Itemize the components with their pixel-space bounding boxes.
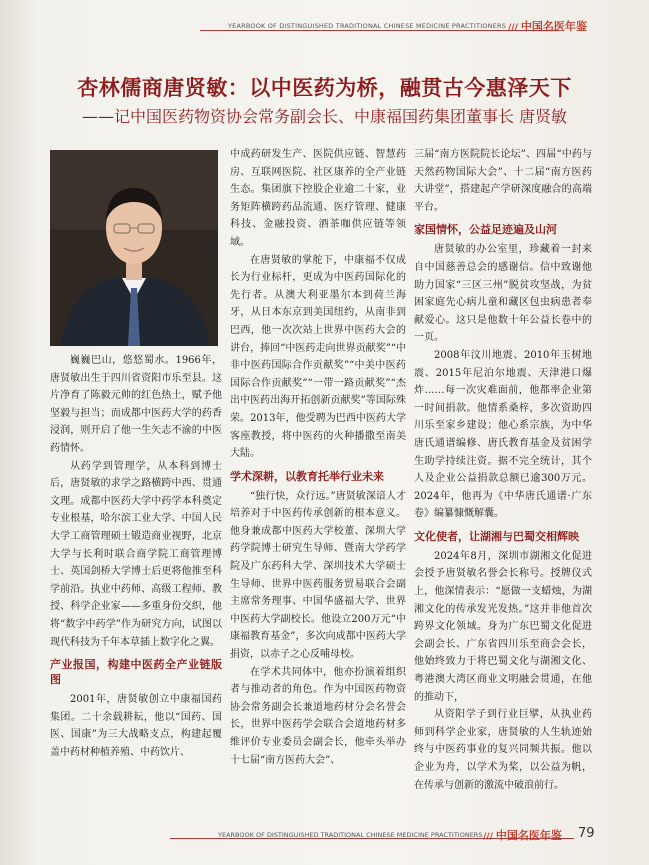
paragraph: 唐贤敏的办公室里，珍藏着一封来自中国慈善总会的感谢信。信中致谢他助力国家“三区三州”脱贫攻坚战，为贫困家庭先心病儿童和藏区包虫病患者奉献爱心。这只是他数十年公益长卷中的一页。 (414, 244, 592, 344)
page-number: 79 (578, 826, 595, 841)
paragraph: 从资阳学子到行业巨擘，从执业药师到科学企业家，唐贤敏的人生轨迹始终与中医药事业的复兴同频共振。他以企业为舟，以学术为桨，以公益为帆，在传承与创新的激流中破浪前行。 (414, 709, 592, 791)
paragraph: 在唐贤敏的掌舵下，中康福不仅成长为行业标杆，更成为中医药国际化的先行者。从澳大利亚墨尔本到荷兰海牙，从日本东京到美国纽约，从南非到巴西，他一次次站上世界中医药大会的讲台，捧回“中医药走向世界贡献奖”“中非中医药国际合作贡献奖”“中美中医药国际合作贡献奖”“一带一路贡献奖”“杰出中医药出海开拓创新贡献奖”等国际殊荣。2013年，他受聘为巴西中医药大学客座教授，将中医药的火种播撒至南美大陆。 (230, 254, 406, 460)
column-right (414, 146, 592, 794)
paragraph: 从药学到管理学，从本科到博士后，唐贤敏的求学之路横跨中西、贯通文理。成都中医药大学中药学本科奠定专业根基，哈尔滨工业大学、中国人民大学工商管理硕士锻造商业视野，北京大学与长利时联合商学院工商管理博士、英国剑桥大学博士后更将他推至科学前沿。执业中药师、高级工程师、教授、科学企业家——多重身份交织，他将“数字中药学”作为研究方向，试图以现代科技为千年本草插上数字化之翼。 (50, 460, 222, 648)
section-heading: 学术深耕，以教育托举行业未来 (230, 469, 384, 483)
page-footer (0, 826, 649, 846)
article-subtitle: ——记中国医药物资协会常务副会长、中康福国药集团董事长 唐贤敏 (81, 107, 568, 126)
paragraph: 在学术共同体中，他亦扮演着组织者与推动者的角色。作为中国医药物资协会常务副会长兼道地药材分会名誉会长，世界中医药学会联合会道地药材多维评价专业委员会副会长，他牵头举办十七届“南方医药大会”、 (230, 666, 406, 766)
paragraph: 巍巍巴山，悠悠蜀水。1966年，唐贤敏出生于四川省资阳市乐至县。这片净育了陈毅元帅的红色热土，赋予他坚毅与担当；而成都中医药大学的药香浸润，则开启了他一生矢志不渝的中医药情怀。 (50, 355, 222, 454)
column-left (50, 352, 222, 761)
paragraph: 2001年，唐贤敏创立中康福国药集团。二十余载耕耘，他以“国药、国医、国康”为三大战略支点，构建起覆盖中药材种植养殖、中药饮片、 (50, 694, 222, 758)
header-chinese-title: /// 中国名医年鉴 (508, 18, 587, 34)
footer-chinese-title: /// 中国名医年鉴 (483, 827, 562, 843)
portrait-photo (50, 150, 218, 346)
header-english-title: YEARBOOK OF DISTINGUISHED TRADITIONAL CHINESE MEDICINE PRACTITIONERS (228, 22, 507, 30)
paragraph: 2008年汶川地震、2010年玉树地震、2015年尼泊尔地震、天津港口爆炸……每一次灾难面前，他都率企业第一时间捐款。他情系桑梓，多次资助四川乐至家乡建设；他心系宗族，为中华唐氏通谱编修、唐氏教育基金及贫困学生助学持续注资。据不完全统计，其个人及企业公益捐款总额已逾300万元。2024年，他再为《中华唐氏通谱·广东卷》编纂慷慨解囊。 (414, 349, 592, 520)
paragraph: 中成药研发生产、医院供应链、智慧药房、互联网医院、社区康养的全产业链生态。集团旗下控股企业逾二十家，业务矩阵横跨药品流通、医疗管理、健康科技、金融投资、酒茶咖供应链等领域。 (230, 149, 406, 248)
paragraph: 2024年8月，深圳市湖湘文化促进会授予唐贤敏名誉会长称号。授牌仪式上，他深情表示：“愿做一支蜡烛，为湖湘文化的传承发光发热。”这并非他首次跨界文化领域。身为广东巴蜀文化促进会副会长、广东省四川乐至商会会长，他始终致力于将巴蜀文化与湖湘文化、粤港澳大湾区商业文明融会贯通，在他的推动下， (414, 550, 592, 703)
portrait-illustration (50, 150, 218, 346)
section-heading: 产业报国，构建中医药全产业链版图 (50, 658, 222, 687)
column-middle (230, 146, 406, 769)
header-rule (200, 30, 559, 31)
section-heading: 家国情怀，公益足迹遍及山河 (414, 223, 557, 237)
section-heading: 文化使者，让湖湘与巴蜀交相辉映 (414, 529, 579, 543)
article-title: 杏林儒商唐贤敏：以中医药为桥，融贯古今惠泽天下 (77, 76, 572, 100)
paragraph: “独行快，众行远。”唐贤敏深谙人才培养对于中医药传承创新的根本意义。他身兼成都中医药大学校董、深圳大学药学院博士研究生导师、暨南大学药学院及广东药科大学、深圳技术大学硕士生导师、世界中医药服务贸易联合会副主席常务理事、中国华盛福大学、世界中医药大学副校长。他设立200万元“中康福教育基金”，多次向成都中医药大学捐资，以赤子之心反哺母校。 (230, 490, 406, 661)
page-header (0, 12, 649, 34)
footer-english-title: YEARBOOK OF DISTINGUISHED TRADITIONAL CHINESE MEDICINE PRACTITIONERS (218, 831, 483, 839)
paragraph: 三届“南方医院院长论坛”、四届“中药与天然药物国际大会”、十二届“南方医药大讲堂”，搭建起产学研深度融合的高端平台。 (414, 149, 592, 213)
